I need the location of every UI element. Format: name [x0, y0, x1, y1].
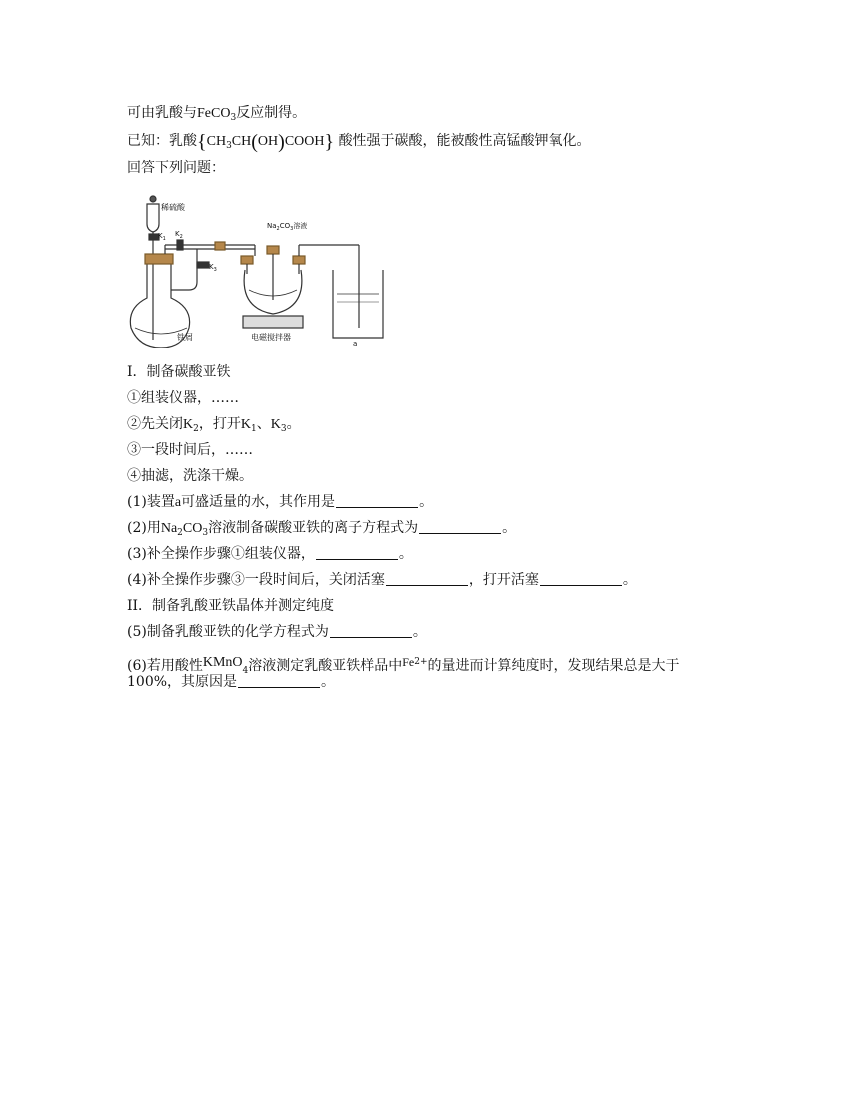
text: 酸性强于碳酸，能被酸性高锰酸钾氧化。: [338, 133, 591, 149]
formula-feco3: FeCO: [197, 106, 231, 121]
formula-part: CH: [206, 134, 227, 149]
label-k2: $K_2$: [175, 230, 183, 240]
apparatus-figure: [127, 190, 385, 348]
formula-part: OH: [257, 134, 279, 149]
answer-blank[interactable]: [386, 571, 468, 586]
label-stirrer: 电磁搅拌器: [251, 333, 291, 342]
section-heading-1: I．制备碳酸亚铁: [127, 364, 231, 380]
section-heading-2: II．制备乳酸亚铁晶体并测定纯度: [127, 598, 335, 614]
label-na2co3-solution: $Na_2CO_3$溶液: [267, 222, 308, 232]
label-a: a: [353, 340, 358, 348]
question-6-cont: 100%，其原因是 。: [127, 674, 336, 690]
flask-stopper-icon: [145, 254, 173, 264]
text: 已知：乳酸: [127, 133, 197, 149]
formula-part: COOH: [284, 134, 325, 149]
answer-blank[interactable]: [330, 623, 412, 638]
step-2: ②先关闭$K_2$，打开$K_1$、$K_3$。: [127, 416, 301, 434]
subscript: 3: [230, 113, 237, 123]
magnetic-stirrer-icon: [243, 316, 303, 328]
question-4: (4)补全操作步骤③一段时间后，关闭活塞 ，打开活塞 。: [127, 572, 637, 588]
question-1: (1)装置a可盛适量的水，其作用是 。: [127, 494, 434, 510]
text: 可由乳酸与: [127, 105, 197, 121]
question-6: (6)若用酸性KMnO$_4$溶液测定乳酸亚铁样品中$Fe^{2+}$的量进而计算纯度时，发现结果总是大于: [127, 655, 680, 676]
answer-blank[interactable]: [419, 519, 501, 534]
answer-blank[interactable]: [540, 571, 622, 586]
label-iron-filings: 铁屑: [177, 333, 193, 342]
known-line: 已知：乳酸$\{CH_3CH(OH)COOH\}$ 酸性强于碳酸，能被酸性高锰酸钾氧化。: [127, 131, 591, 153]
prompt-line: 回答下列问题：: [127, 160, 225, 176]
question-3: (3)补全操作步骤①组装仪器， 。: [127, 546, 413, 562]
label-k1: $K_1$: [158, 232, 166, 242]
label-k3: $K_3$: [209, 263, 217, 273]
subscript: 3: [226, 141, 232, 151]
valve-k2-icon: [177, 240, 183, 250]
valve-k3-icon: [197, 262, 209, 268]
beaker-a-icon: [333, 270, 383, 338]
question-2: (2)用$Na_2CO_3$溶液制备碳酸亚铁的离子方程式为 。: [127, 520, 517, 538]
intro-line: [127, 103, 306, 128]
answer-blank[interactable]: [316, 545, 398, 560]
step-1: ①组装仪器，……: [127, 390, 239, 406]
step-3: ③一段时间后，……: [127, 442, 253, 458]
step-4: ④抽滤，洗涤干燥。: [127, 468, 253, 484]
question-5: (5)制备乳酸亚铁的化学方程式为 。: [127, 624, 427, 640]
funnel-stopper-icon: [150, 196, 156, 202]
answer-blank[interactable]: [238, 673, 320, 688]
dropping-funnel-icon: [147, 204, 159, 232]
text: 反应制得。: [236, 105, 307, 121]
answer-blank[interactable]: [336, 493, 418, 508]
label-dilute-acid: 稀硫酸: [161, 203, 185, 212]
formula-part: CH: [231, 134, 252, 149]
